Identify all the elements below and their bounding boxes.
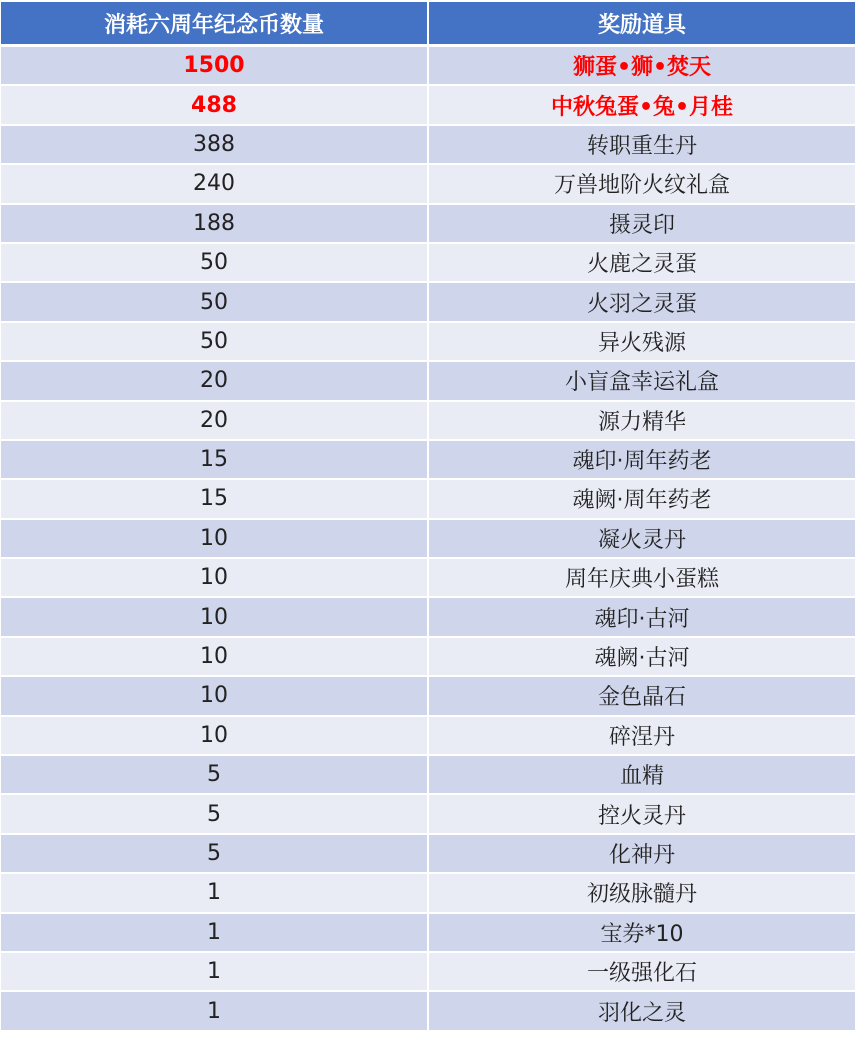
item-cell: 初级脉髓丹 bbox=[428, 873, 855, 912]
table-row bbox=[1, 794, 855, 833]
cost-cell: 188 bbox=[1, 204, 428, 243]
item-cell: 魂阙·古河 bbox=[428, 637, 855, 676]
item-cell: 转职重生丹 bbox=[428, 125, 855, 164]
cost-cell: 5 bbox=[1, 794, 428, 833]
reward-table bbox=[1, 2, 855, 1032]
cost-cell: 10 bbox=[1, 558, 428, 597]
item-cell: 宝券*10 bbox=[428, 913, 855, 952]
table-row bbox=[1, 834, 855, 873]
cost-cell: 50 bbox=[1, 322, 428, 361]
cost-cell: 388 bbox=[1, 125, 428, 164]
table-row bbox=[1, 322, 855, 361]
header-item: 奖励道具 bbox=[428, 2, 855, 46]
cost-cell: 10 bbox=[1, 676, 428, 715]
item-cell: 周年庆典小蛋糕 bbox=[428, 558, 855, 597]
table-row bbox=[1, 125, 855, 164]
cost-cell: 5 bbox=[1, 834, 428, 873]
item-cell: 火鹿之灵蛋 bbox=[428, 243, 855, 282]
item-cell: 摄灵印 bbox=[428, 204, 855, 243]
item-cell: 异火残源 bbox=[428, 322, 855, 361]
cost-cell: 10 bbox=[1, 597, 428, 636]
item-cell: 金色晶石 bbox=[428, 676, 855, 715]
table-row bbox=[1, 243, 855, 282]
table-row bbox=[1, 597, 855, 636]
table-row bbox=[1, 558, 855, 597]
reward-table-container bbox=[1, 2, 855, 1032]
cost-cell: 15 bbox=[1, 479, 428, 518]
cost-cell: 1 bbox=[1, 913, 428, 952]
table-row bbox=[1, 913, 855, 952]
item-cell: 万兽地阶火纹礼盒 bbox=[428, 164, 855, 203]
table-row bbox=[1, 479, 855, 518]
item-cell: 魂阙·周年药老 bbox=[428, 479, 855, 518]
table-row bbox=[1, 85, 855, 124]
cost-cell: 10 bbox=[1, 716, 428, 755]
table-row bbox=[1, 282, 855, 321]
item-cell: 中秋兔蛋•兔•月桂 bbox=[428, 85, 855, 124]
table-row bbox=[1, 204, 855, 243]
table-row bbox=[1, 873, 855, 912]
cost-cell: 10 bbox=[1, 519, 428, 558]
item-cell: 小盲盒幸运礼盒 bbox=[428, 361, 855, 400]
cost-cell: 50 bbox=[1, 243, 428, 282]
item-cell: 碎涅丹 bbox=[428, 716, 855, 755]
table-row bbox=[1, 440, 855, 479]
item-cell: 凝火灵丹 bbox=[428, 519, 855, 558]
table-header-row bbox=[1, 2, 855, 46]
header-cost: 消耗六周年纪念币数量 bbox=[1, 2, 428, 46]
cost-cell: 5 bbox=[1, 755, 428, 794]
cost-cell: 1 bbox=[1, 952, 428, 991]
item-cell: 一级强化石 bbox=[428, 952, 855, 991]
cost-cell: 1 bbox=[1, 991, 428, 1030]
table-row bbox=[1, 991, 855, 1030]
item-cell: 火羽之灵蛋 bbox=[428, 282, 855, 321]
cost-cell: 1 bbox=[1, 873, 428, 912]
item-cell: 狮蛋•狮•焚天 bbox=[428, 46, 855, 86]
table-row bbox=[1, 361, 855, 400]
table-row bbox=[1, 164, 855, 203]
table-row bbox=[1, 952, 855, 991]
cost-cell: 10 bbox=[1, 637, 428, 676]
table-row bbox=[1, 519, 855, 558]
cost-cell: 1500 bbox=[1, 46, 428, 86]
item-cell: 血精 bbox=[428, 755, 855, 794]
table-row bbox=[1, 46, 855, 86]
cost-cell: 240 bbox=[1, 164, 428, 203]
item-cell: 魂印·古河 bbox=[428, 597, 855, 636]
cost-cell: 15 bbox=[1, 440, 428, 479]
item-cell: 源力精华 bbox=[428, 401, 855, 440]
table-row bbox=[1, 755, 855, 794]
item-cell: 魂印·周年药老 bbox=[428, 440, 855, 479]
table-row bbox=[1, 401, 855, 440]
cost-cell: 20 bbox=[1, 361, 428, 400]
table-row bbox=[1, 637, 855, 676]
table-body bbox=[1, 46, 855, 1031]
cost-cell: 20 bbox=[1, 401, 428, 440]
item-cell: 化神丹 bbox=[428, 834, 855, 873]
item-cell: 控火灵丹 bbox=[428, 794, 855, 833]
table-row bbox=[1, 716, 855, 755]
cost-cell: 488 bbox=[1, 85, 428, 124]
table-row bbox=[1, 676, 855, 715]
cost-cell: 50 bbox=[1, 282, 428, 321]
item-cell: 羽化之灵 bbox=[428, 991, 855, 1030]
